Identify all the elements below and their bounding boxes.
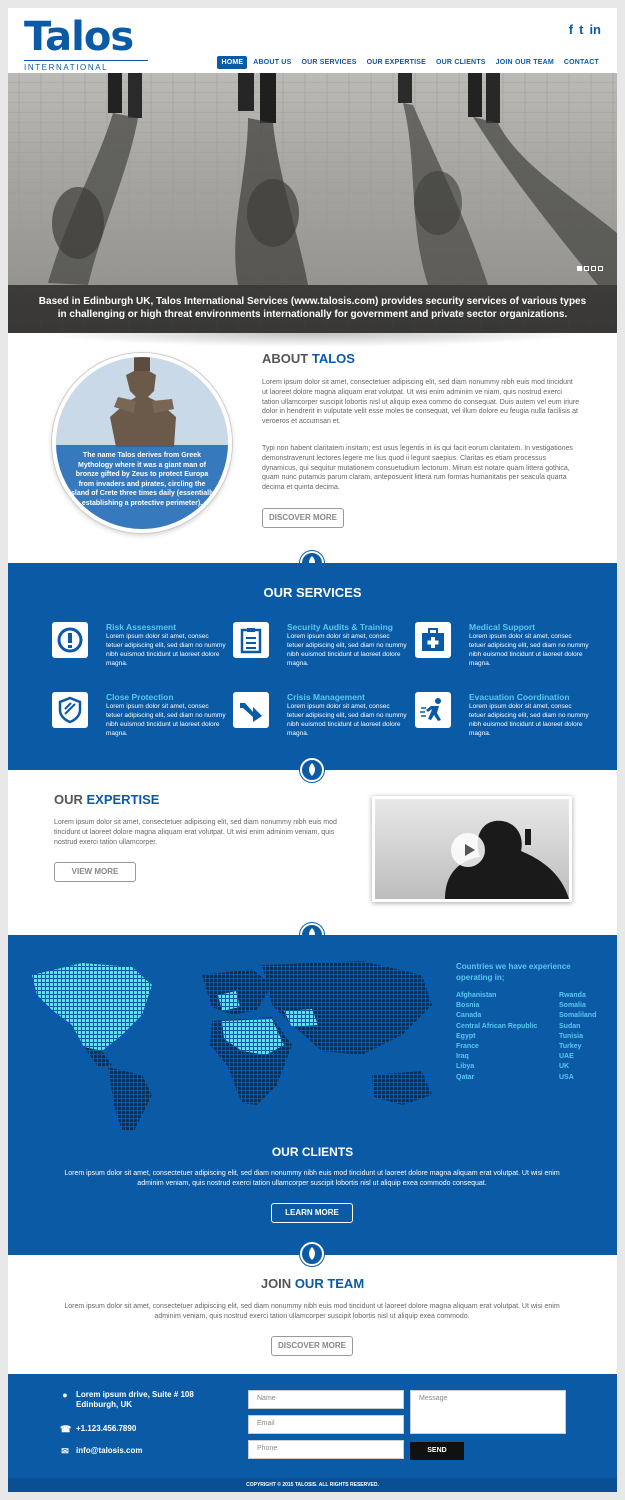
linkedin-icon[interactable]: in [589, 22, 601, 37]
nav-our-expertise[interactable]: OUR EXPERTISE [366, 59, 427, 66]
contact-email-input[interactable]: Email [248, 1415, 404, 1434]
slider-dot[interactable] [584, 266, 589, 271]
service-risk-assessment[interactable] [52, 622, 226, 682]
country-item: UK [559, 1063, 570, 1071]
about-title [262, 351, 355, 366]
service-security-audits[interactable] [233, 622, 407, 682]
service-description: Lorem ipsum dolor sit amet, consec tetuer adipiscing elit, sed diam no nummy nibh euismod tincidunt ut laoreet dolore magna. [106, 703, 226, 737]
email-address[interactable]: info@talosis.com [76, 1446, 143, 1455]
shield-icon [52, 692, 88, 728]
service-title: Medical Support [469, 622, 536, 632]
location-pin-icon: ● [62, 1390, 68, 1400]
about-title-highlight: TALOS [311, 351, 355, 366]
twitter-icon[interactable]: t [579, 22, 584, 37]
footer [8, 1374, 617, 1492]
country-item: Somaliland [559, 1012, 597, 1020]
country-item: Central African Republic [456, 1022, 538, 1030]
send-button[interactable]: SEND [410, 1442, 464, 1460]
hero-caption: Based in Edinburgh UK, Talos International Services (www.talosis.com) provides security services of various types in challenging or high threat environments internationally for government and private sector organizations. [8, 285, 617, 333]
play-button[interactable] [451, 833, 485, 867]
footer-address [60, 1390, 194, 1410]
clients-section [8, 935, 617, 1255]
world-map-dotted [22, 955, 442, 1135]
nav-about-us[interactable]: ABOUT US [253, 59, 292, 66]
expertise-view-more-button[interactable]: VIEW MORE [54, 862, 136, 882]
country-item: Sudan [559, 1022, 581, 1030]
section-divider-badge [300, 758, 324, 782]
address-line-1: Lorem ipsum drive, Suite # 108 [76, 1390, 194, 1399]
join-title-part: JOIN [260, 1276, 295, 1291]
service-description: Lorem ipsum dolor sit amet, consec tetuer adipiscing elit, sed diam no nummy nibh euismod tincidunt ut laoreet dolore magna. [287, 633, 407, 667]
countries-list-left [456, 991, 537, 1083]
slider-dots [577, 266, 603, 271]
service-close-protection[interactable] [52, 692, 226, 752]
clipboard-icon [233, 622, 269, 658]
facebook-icon[interactable]: f [568, 22, 574, 37]
slider-dot[interactable] [591, 266, 596, 271]
country-item: Rwanda [559, 992, 586, 999]
service-description: Lorem ipsum dolor sit amet, consec tetuer adipiscing elit, sed diam no nummy nibh euismod tincidunt ut laoreet dolore magna. [469, 703, 589, 737]
service-title: Security Audits & Training [287, 622, 393, 632]
expertise-title [54, 792, 159, 807]
join-text: Lorem ipsum dolor sit amet, consectetuer adipiscing elit, sed diam nonummy nibh euis mod tincidunt ut laoreet dolore magna aliquam erat volutpat. Ut wisi enim adminim veniam, quis nostrud exerci tation ullamcorper suscipit lobortis nisl ut aliquip exea commodo. [64, 1303, 560, 1320]
contact-phone-input[interactable]: Phone [248, 1440, 404, 1459]
country-item: USA [559, 1073, 574, 1081]
logo[interactable] [24, 16, 148, 81]
medical-kit-icon [415, 622, 451, 658]
service-title: Crisis Management [287, 692, 365, 702]
arrow-down-right-icon [233, 692, 269, 728]
alert-icon [52, 622, 88, 658]
about-circle-image [52, 353, 232, 533]
nav-our-clients[interactable]: OUR CLIENTS [436, 59, 486, 66]
country-item: Somalia [559, 1002, 586, 1010]
join-title [8, 1276, 617, 1291]
countries-title: Countries we have experience operating in; [456, 962, 571, 982]
service-description: Lorem ipsum dolor sit amet, consec tetuer adipiscing elit, sed diam no nummy nibh euismod tincidunt ut laoreet dolore magna. [469, 633, 589, 667]
country-item: Tunisia [559, 1032, 583, 1040]
join-discover-more-button[interactable]: DISCOVER MORE [271, 1336, 353, 1356]
country-item: Bosnia [456, 1002, 480, 1010]
countries-list-right [559, 991, 596, 1083]
service-crisis-management[interactable] [233, 692, 407, 752]
country-item: UAE [559, 1053, 574, 1061]
services-title: OUR SERVICES [263, 585, 362, 600]
logo-tagline: INTERNATIONAL [24, 60, 148, 81]
phone-icon: ☎ [60, 1424, 72, 1434]
section-divider-badge [300, 1242, 324, 1266]
slider-dot[interactable] [577, 266, 582, 271]
main-nav [217, 56, 603, 69]
expertise-text: Lorem ipsum dolor sit amet, consectetuer adipiscing elit, sed diam nonummy nibh euis mod tincidunt ut laoreet dolore magna aliquam erat volutpat. Ut wisi enim adminim veniam, quis nostrud exerci tation ullamcorper. [54, 819, 337, 846]
running-man-icon [415, 692, 451, 728]
phone-number[interactable]: +1.123.456.7890 [76, 1424, 137, 1433]
footer-email [60, 1446, 142, 1456]
talos-leaf-icon [306, 763, 318, 777]
join-title-highlight: OUR TEAM [294, 1276, 365, 1291]
nav-join-our-team[interactable]: JOIN OUR TEAM [495, 59, 554, 66]
expertise-title-part: OUR [54, 792, 87, 807]
talos-myth-caption: The name Talos derives from Greek Mythology where it was a giant man of bronze gifted by Zeus to protect Europa from invaders and pirates, circling the island of Crete three times daily (essentially establishing a protective perimeter). [56, 445, 228, 529]
slider-dot[interactable] [598, 266, 603, 271]
country-item: France [456, 1043, 479, 1051]
country-item: Libya [456, 1063, 475, 1071]
hero-slider [8, 73, 617, 333]
services-section [8, 563, 617, 770]
copyright: COPYRIGHT © 2015 TALOSIS. ALL RIGHTS RESERVED. [8, 1478, 617, 1492]
clients-text: Lorem ipsum dolor sit amet, consectetuer adipiscing elit, sed diam nonummy nibh euis mod tincidunt ut laoreet dolore magna aliquam erat volutpat. Ut wisi enim adminim veniam, quis nostrud exerci tation ullamcorper suscipit lobortis nisl ut aliquip exea commodo consequat. [64, 1170, 560, 1187]
talos-leaf-icon [306, 1247, 318, 1261]
service-evacuation-coordination[interactable] [415, 692, 589, 752]
logo-wordmark: Talos [24, 14, 134, 60]
about-paragraph-1: Lorem ipsum dolor sit amet, consectetuer adipiscing elit, sed diam nonummy nibh euis mod tincidunt ut laoreet dolore magna aliquam erat volutpat. Ut wisi enim adminim ve niam, quis nostrud exerci tation ullamcorper suscipit lobortis nisl ut aliquip exea commo do consequat. Duis autem vel eum iriure dolor in hendrerit in vulputate velit esse moles tie consequat, vel illum dolore eu feugia nulla facilisis at veroeros et accumsan et. [262, 379, 580, 426]
service-title: Close Protection [106, 692, 174, 702]
expertise-video[interactable] [372, 796, 572, 902]
page [8, 8, 617, 1492]
country-item: Iraq [456, 1053, 469, 1061]
hero-shadow [38, 333, 587, 347]
envelope-icon: ✉ [61, 1446, 69, 1456]
contact-message-textarea[interactable]: Message [410, 1390, 566, 1434]
about-paragraph-2: Typi non habent claritatem insitam; est usus legentis in iis qui facit eorum claritatem. In vestigationes demonstraverunt lectores legere me lius quod ii legunt saepius. Claritas es etiam processus dynamicus, qui sequitur mutationem consuetudium lectorum. Mirum est notare quam littera gothica, quam nunc putamus parum claram, anteposuerit littera rum formas humanitatis per seacula quarta decima et quinta decima. [262, 445, 573, 492]
service-title: Risk Assessment [106, 622, 177, 632]
country-item: Canada [456, 1012, 482, 1020]
service-title: Evacuation Coordination [469, 692, 570, 702]
address-line-2: Edinburgh, UK [76, 1400, 132, 1409]
about-title-part: ABOUT [262, 351, 312, 366]
country-item: Egypt [456, 1032, 476, 1040]
expertise-title-highlight: EXPERTISE [86, 792, 160, 807]
clients-learn-more-button[interactable]: LEARN MORE [271, 1203, 353, 1223]
service-medical-support[interactable] [415, 622, 589, 682]
service-description: Lorem ipsum dolor sit amet, consec tetuer adipiscing elit, sed diam no nummy nibh euismod tincidunt ut laoreet dolore magna. [287, 703, 407, 737]
header [8, 8, 617, 73]
country-item: Turkey [559, 1043, 582, 1051]
clients-title: OUR CLIENTS [271, 1145, 354, 1159]
footer-phone [60, 1424, 136, 1434]
nav-our-services[interactable]: OUR SERVICES [301, 59, 357, 66]
nav-home[interactable]: HOME [217, 56, 247, 69]
play-icon [465, 844, 475, 856]
country-item: Qatar [456, 1073, 475, 1081]
service-description: Lorem ipsum dolor sit amet, consec tetuer adipiscing elit, sed diam no nummy nibh euismod tincidunt ut laoreet dolore magna. [106, 633, 226, 667]
country-item: Afghanistan [456, 992, 497, 999]
contact-name-input[interactable]: Name [248, 1390, 404, 1409]
about-discover-more-button[interactable]: DISCOVER MORE [262, 508, 344, 528]
nav-contact[interactable]: CONTACT [563, 59, 599, 66]
social-links [569, 22, 601, 37]
